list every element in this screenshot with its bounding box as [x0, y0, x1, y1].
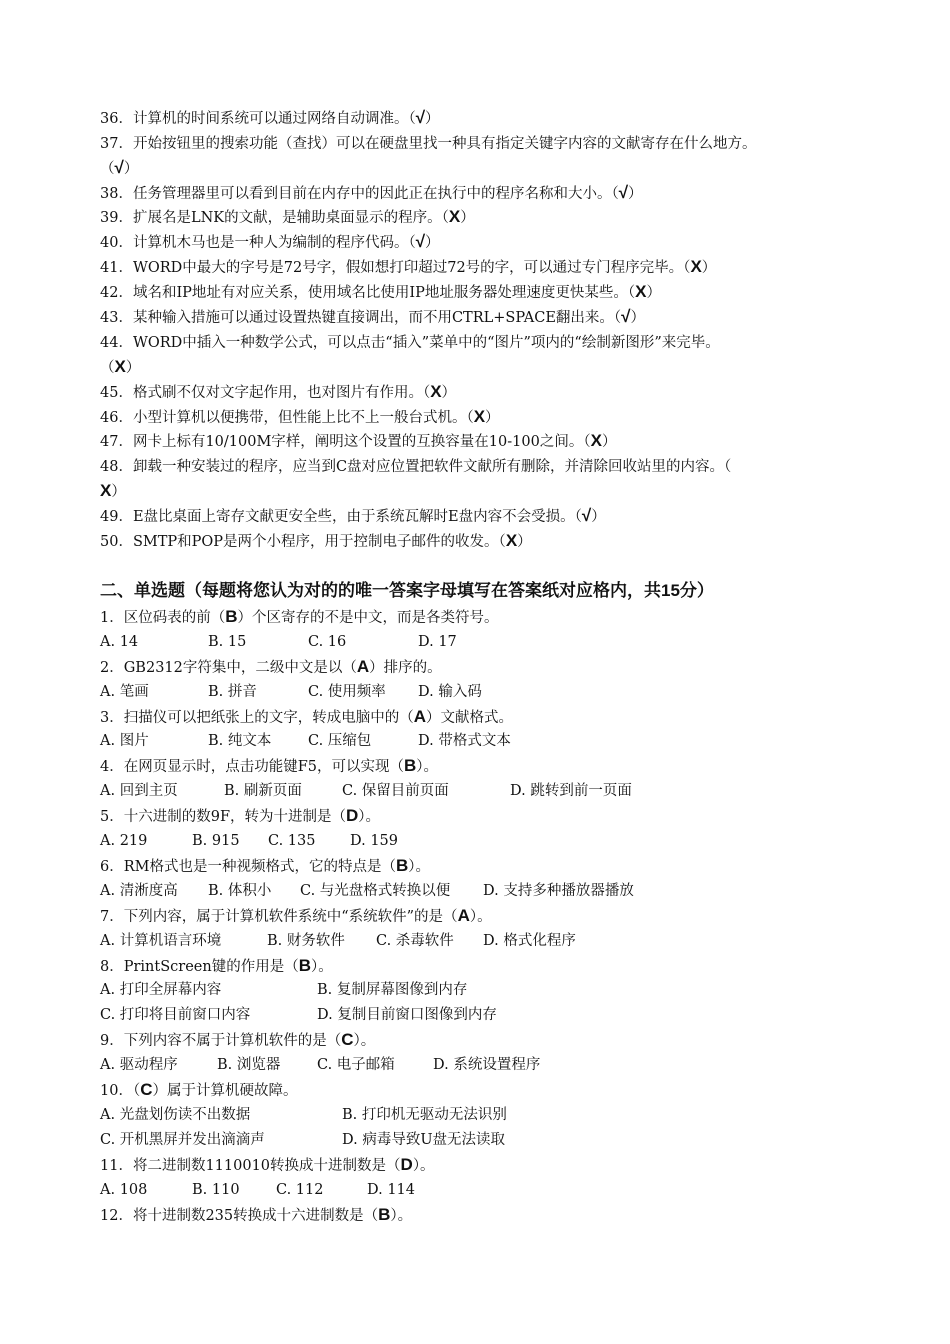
option-d: D. 输入码	[418, 684, 482, 700]
question-text-end: ）。	[416, 759, 439, 775]
question-text-end: ）。	[469, 909, 492, 925]
question-text: 1．区位码表的前（	[100, 610, 226, 626]
options-row	[100, 682, 870, 702]
options-row	[100, 1055, 870, 1075]
options-row	[100, 1130, 870, 1150]
question-text-end: ）	[123, 161, 139, 177]
answer-letter: B	[404, 756, 417, 775]
answer-mark: √	[415, 232, 426, 251]
question-text: 43．某种输入措施可以通过设置热键直接调出，而不用CTRL+SPACE翻出来。（	[100, 310, 622, 326]
option-c: C. 保留目前页面	[342, 783, 449, 799]
options-row	[100, 831, 870, 851]
question-text: 48．卸载一种安装过的程序，应当到C盘对应位置把软件文献所有删除，并清除回收站里的内容。（	[100, 459, 732, 475]
option-b: B. 体积小	[208, 883, 272, 899]
answer-letter: C	[341, 1030, 354, 1049]
question-text: 44．WORD中插入一种数学公式，可以点击“插入”菜单中的“图片”项内的“绘制新图形”来完毕。	[100, 335, 720, 351]
answer-mark: √	[581, 506, 592, 525]
option-b: B. 刷新页面	[224, 783, 302, 799]
option-a: A. 打印全屏幕内容	[100, 982, 222, 998]
judgement-line	[100, 282, 870, 303]
judgement-line	[100, 332, 870, 353]
answer-mark: √	[114, 158, 124, 177]
question-text: 37．开始按钮里的搜索功能（查找）可以在硬盘里找一种具有指定关键字内容的文献寄存在什么地方。	[100, 136, 757, 152]
option-b: B. 拼音	[208, 684, 257, 700]
question-line	[100, 806, 870, 827]
options-row	[100, 781, 870, 801]
question-line	[100, 1205, 870, 1226]
option-b: B. 110	[192, 1182, 240, 1198]
question-text-end: ）。	[412, 1158, 435, 1174]
judgement-line	[100, 481, 870, 502]
judgement-line	[100, 232, 870, 253]
question-text-end: ）	[441, 385, 457, 401]
question-text: 40．计算机木马也是一种人为编制的程序代码。（	[100, 235, 416, 251]
option-a: A. 219	[100, 833, 148, 849]
question-line	[100, 856, 870, 877]
option-d: D. 病毒导致U盘无法读取	[342, 1132, 506, 1148]
question-text: 9．下列内容不属于计算机软件的是（	[100, 1033, 342, 1049]
option-a: A. 光盘划伤读不出数据	[100, 1107, 251, 1123]
option-c: C. 112	[276, 1182, 324, 1198]
judgement-line	[100, 133, 870, 154]
judgement-line	[100, 207, 870, 228]
option-c: C. 16	[308, 634, 347, 650]
question-text: 41．WORD中最大的字号是72号字，假如想打印超过72号的字，可以通过专门程序完毕。（	[100, 260, 691, 276]
question-text: 11．将二进制数1110010转换成十进制数是（	[100, 1158, 401, 1174]
option-c: C. 压缩包	[308, 733, 372, 749]
question-line	[100, 1080, 870, 1101]
options-row	[100, 731, 870, 751]
question-text: 49．E盘比桌面上寄存文献更安全些，由于系统瓦解时E盘内容不会受损。（	[100, 509, 582, 525]
option-a: A. 笔画	[100, 684, 149, 700]
question-text: 47．网卡上标有10/100M字样，阐明这个设置的互换容量在10-100之间。（	[100, 434, 591, 450]
question-text-end: ）。	[310, 959, 333, 975]
option-c: C. 开机黑屏并发出滴滴声	[100, 1132, 265, 1148]
question-text-end: ）	[460, 210, 475, 226]
question-line	[100, 906, 870, 927]
question-text: 2．GB2312字符集中，二级中文是以（	[100, 660, 357, 676]
options-row	[100, 632, 870, 652]
answer-letter: B	[396, 856, 409, 875]
option-d: D. 复制目前窗口图像到内存	[317, 1007, 497, 1023]
question-text: 39．扩展名是LNK的文献，是辅助桌面显示的程序。（	[100, 210, 449, 226]
option-c: C. 使用频率	[308, 684, 386, 700]
option-b: B. 15	[208, 634, 247, 650]
question-text-end: ）	[125, 360, 141, 376]
judgement-line	[100, 183, 870, 204]
question-text: 46．小型计算机以便携带，但性能上比不上一般台式机。（	[100, 410, 474, 426]
question-text-end: ）	[111, 484, 126, 500]
answer-mark: X	[635, 282, 647, 301]
answer-mark: X	[430, 382, 442, 401]
answer-letter: A	[356, 657, 370, 676]
options-row	[100, 980, 870, 1000]
question-text: 8．PrintScreen键的作用是（	[100, 959, 299, 975]
answer-letter: D	[400, 1155, 413, 1174]
question-text: 45．格式刷不仅对文字起作用，也对图片有作用。（	[100, 385, 431, 401]
option-d: D. 系统设置程序	[433, 1057, 541, 1073]
answer-letter: A	[413, 707, 427, 726]
judgement-line	[100, 506, 870, 527]
answer-mark: √	[621, 307, 631, 326]
option-a: A. 图片	[100, 733, 149, 749]
judgement-line	[100, 382, 870, 403]
option-a: A. 驱动程序	[100, 1057, 178, 1073]
question-text: （	[100, 161, 115, 177]
option-b: B. 财务软件	[267, 933, 345, 949]
option-a: A. 108	[100, 1182, 148, 1198]
question-text-end: ）文献格式。	[426, 710, 514, 726]
question-text-end: ）	[425, 235, 440, 251]
judgement-line	[100, 307, 870, 328]
question-text-end: ）个区寄存的不是中文，而是各类符号。	[237, 610, 499, 626]
answer-mark: X	[690, 257, 702, 276]
option-d: D. 支持多种播放器播放	[483, 883, 634, 899]
option-c: C. 打印将目前窗口内容	[100, 1007, 251, 1023]
question-text-end: ）	[425, 111, 440, 127]
question-text-end: ）。	[408, 859, 431, 875]
question-text-end: ）	[628, 186, 643, 202]
judgement-line	[100, 108, 870, 129]
answer-mark: X	[590, 431, 602, 450]
question-line	[100, 1155, 870, 1176]
question-text: 10．（	[100, 1083, 141, 1099]
judgement-line	[100, 531, 870, 552]
option-c: C. 135	[268, 833, 316, 849]
question-text: 50．SMTP和POP是两个小程序，用于控制电子邮件的收发。（	[100, 534, 506, 550]
question-line	[100, 657, 870, 678]
option-d: D. 带格式文本	[418, 733, 511, 749]
question-text: 12．将十进制数235转换成十六进制数是（	[100, 1208, 379, 1224]
question-text-end: ）。	[353, 1033, 376, 1049]
question-line	[100, 956, 870, 977]
question-text-end: ）	[701, 260, 717, 276]
question-line	[100, 707, 870, 728]
answer-mark: X	[100, 481, 112, 500]
option-a: A. 回到主页	[100, 783, 178, 799]
answer-letter: C	[140, 1080, 153, 1099]
question-text-end: ）	[601, 434, 617, 450]
answer-mark: √	[618, 183, 629, 202]
question-text-end: ）	[646, 285, 662, 301]
judgement-line	[100, 357, 870, 378]
option-b: B. 复制屏幕图像到内存	[317, 982, 468, 998]
judgement-line	[100, 456, 870, 477]
question-text-end: ）	[591, 509, 606, 525]
question-line	[100, 756, 870, 777]
option-c: C. 杀毒软件	[376, 933, 454, 949]
option-a: A. 计算机语言环境	[100, 933, 222, 949]
question-text: 38．任务管理器里可以看到目前在内存中的因此正在执行中的程序名称和大小。（	[100, 186, 619, 202]
option-c: C. 电子邮箱	[317, 1057, 395, 1073]
answer-mark: X	[473, 407, 486, 426]
question-text-end: ）排序的。	[369, 660, 442, 676]
question-text-end: ）	[517, 534, 532, 550]
judgement-line	[100, 158, 870, 179]
options-row	[100, 1105, 870, 1125]
answer-mark: X	[505, 531, 518, 550]
judgement-line	[100, 431, 870, 452]
options-row	[100, 931, 870, 951]
answer-mark: √	[415, 108, 426, 127]
answer-mark: X	[114, 357, 126, 376]
question-text-end: ）	[630, 310, 646, 326]
question-text: 7．下列内容，属于计算机软件系统中“系统软件”的是（	[100, 909, 458, 925]
question-text-end: ）	[485, 410, 500, 426]
question-text-end: ）。	[358, 809, 381, 825]
question-text: 6．RM格式也是一种视频格式，它的特点是（	[100, 859, 396, 875]
question-line	[100, 607, 870, 628]
question-text: 42．域名和IP地址有对应关系，使用域名比使用IP地址服务器处理速度更快某些。（	[100, 285, 636, 301]
option-a: A. 清淅度高	[100, 883, 178, 899]
question-text: 4．在网页显示时，点击功能键F5，可以实现（	[100, 759, 405, 775]
option-b: B. 浏览器	[217, 1057, 281, 1073]
question-text: （	[100, 360, 115, 376]
question-text-end: ）。	[390, 1208, 413, 1224]
question-text: 36．计算机的时间系统可以通过网络自动调准。（	[100, 111, 416, 127]
option-d: D. 114	[367, 1182, 416, 1198]
option-d: D. 跳转到前一页面	[510, 783, 632, 799]
judgement-line	[100, 407, 870, 428]
option-d: D. 159	[350, 833, 399, 849]
answer-letter: B	[298, 956, 311, 975]
option-c: C. 与光盘格式转换以便	[300, 883, 451, 899]
options-row	[100, 1005, 870, 1025]
answer-mark: X	[448, 207, 461, 226]
options-row	[100, 881, 870, 901]
answer-letter: D	[346, 806, 359, 825]
option-a: A. 14	[100, 634, 139, 650]
question-text: 5．十六进制的数9F，转为十进制是（	[100, 809, 347, 825]
section-heading: 二、单选题（每题将您认为对的的唯一答案字母填写在答案纸对应格内，共15分）	[100, 581, 714, 600]
options-row	[100, 1180, 870, 1200]
question-text-end: ）属于计算机硬故障。	[152, 1083, 298, 1099]
judgement-line	[100, 257, 870, 278]
answer-letter: B	[225, 607, 238, 626]
option-b: B. 纯文本	[208, 733, 272, 749]
option-b: B. 915	[192, 833, 240, 849]
answer-letter: A	[457, 906, 470, 925]
question-text: 3．扫描仪可以把纸张上的文字，转成电脑中的（	[100, 710, 414, 726]
question-line	[100, 1030, 870, 1051]
answer-letter: B	[378, 1205, 391, 1224]
option-d: D. 17	[418, 634, 457, 650]
option-b: B. 打印机无驱动无法识别	[342, 1107, 507, 1123]
option-d: D. 格式化程序	[483, 933, 576, 949]
